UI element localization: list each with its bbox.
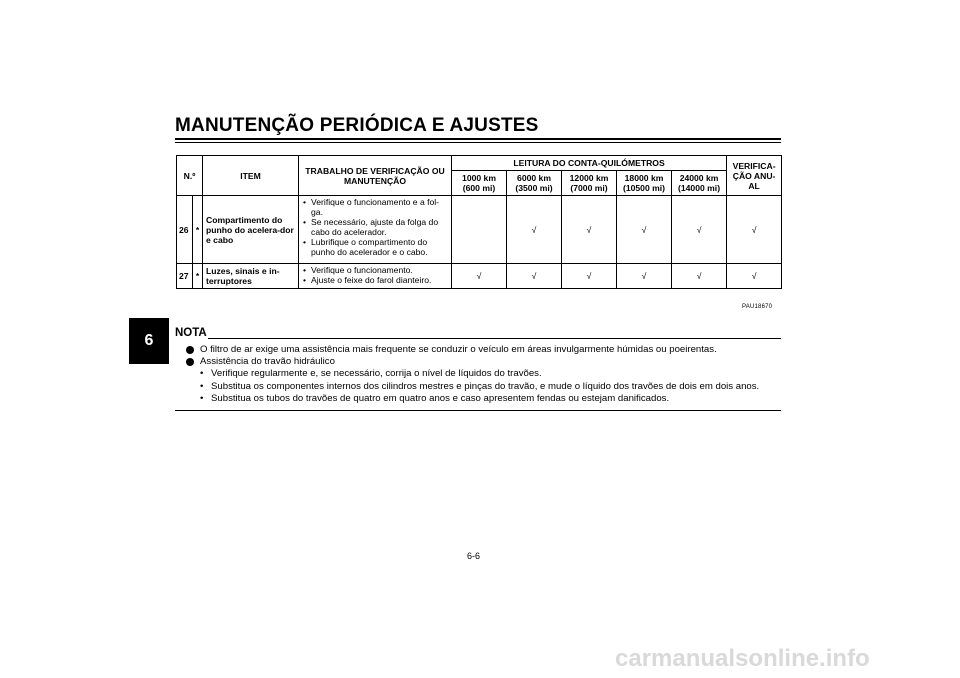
sub-bullet-icon: • [200,392,204,404]
reference-code: PAU18670 [742,304,773,310]
interval-km: 18000 km [624,173,664,183]
interval-header [507,171,562,196]
interval-mi: (7000 mi) [570,183,608,193]
interval-mi: (3500 mi) [515,183,553,193]
header-item: ITEM [203,156,299,196]
check-cell: √ [617,264,672,289]
page-title: MANUTENÇÃO PERIÓDICA E AJUSTES [175,115,539,136]
check-cell: √ [562,264,617,289]
work-step: • Verifique o funcionamento e a fol-ga. [311,197,448,217]
row-work [299,264,452,289]
row-work [299,196,452,264]
header-no: N.º [177,156,203,196]
bullet-icon [186,346,194,354]
check-cell: √ [727,264,782,289]
check-cell [452,196,507,264]
row-item: Compartimento do punho do acelera-dor e cabo [203,196,299,264]
work-step: • Verifique o funcionamento. [311,265,448,275]
row-number: 26 [177,196,193,264]
interval-km: 6000 km [517,173,551,183]
table-row [177,264,782,289]
note-subitem [186,368,786,380]
check-cell: √ [452,264,507,289]
work-step: • Se necessário, ajuste da folga do cabo do acelerador. [311,217,448,237]
note-bottom-rule [175,410,781,411]
note-body [186,344,786,405]
watermark: carmanualsonline.info [615,645,870,672]
bullet-icon [186,358,194,366]
note-text: Assistência do travão hidráulico [200,356,335,368]
interval-km: 1000 km [462,173,496,183]
title-rule [175,138,781,140]
note-rule [208,338,781,339]
header-annual: VERIFICA-ÇÃO ANU-AL [727,156,782,196]
note-subtext: Substitua os componentes internos dos cilindros mestres e pinças do travão, e mude o líquido dos travões de dois em dois anos. [211,380,760,392]
check-cell: √ [617,196,672,264]
note-item [186,356,786,368]
row-mark: * [193,196,203,264]
note-subtext: Substitua os tubos do travões de quatro em quatro anos e caso apresentem fendas ou estejam danificados. [211,392,670,404]
note-label: NOTA [175,327,207,339]
interval-header [562,171,617,196]
interval-header [672,171,727,196]
header-work: TRABALHO DE VERIFICAÇÃO OU MANUTENÇÃO [299,156,452,196]
check-cell: √ [727,196,782,264]
note-subitem [186,393,786,405]
note-text: O filtro de ar exige uma assistência mais frequente se conduzir o veículo em áreas invulgarmente húmidas ou poeirentas. [200,344,717,355]
interval-mi: (10500 mi) [622,183,666,193]
interval-mi: (14000 mi) [678,183,721,193]
row-item: Luzes, sinais e in-terruptores [203,264,299,289]
sub-bullet-icon: • [200,368,204,380]
check-cell: √ [672,264,727,289]
maintenance-table [176,155,782,289]
check-cell: √ [562,196,617,264]
note-subitem [186,381,786,393]
sub-bullet-icon: • [200,380,204,392]
header-reading: LEITURA DO CONTA-QUILÓMETROS [452,156,727,171]
check-cell: √ [507,196,562,264]
row-number: 27 [177,264,193,289]
interval-km: 12000 km [569,173,609,183]
table-row [177,196,782,264]
check-cell: √ [672,196,727,264]
row-mark: * [193,264,203,289]
interval-header [617,171,672,196]
note-subtext: Verifique regularmente e, se necessário, corrija o nível de líquidos do travões. [211,368,542,380]
interval-km: 24000 km [679,173,719,183]
note-item [186,344,786,356]
interval-header [452,171,507,196]
page-number: 6-6 [467,551,481,561]
work-step: • Ajuste o feixe do farol dianteiro. [311,275,448,285]
check-cell: √ [507,264,562,289]
title-rule-thin [175,142,781,143]
work-step: • Lubrifique o compartimento do punho do acelerador e o cabo. [311,237,448,257]
interval-mi: (600 mi) [462,183,496,193]
chapter-tab: 6 [129,318,169,364]
